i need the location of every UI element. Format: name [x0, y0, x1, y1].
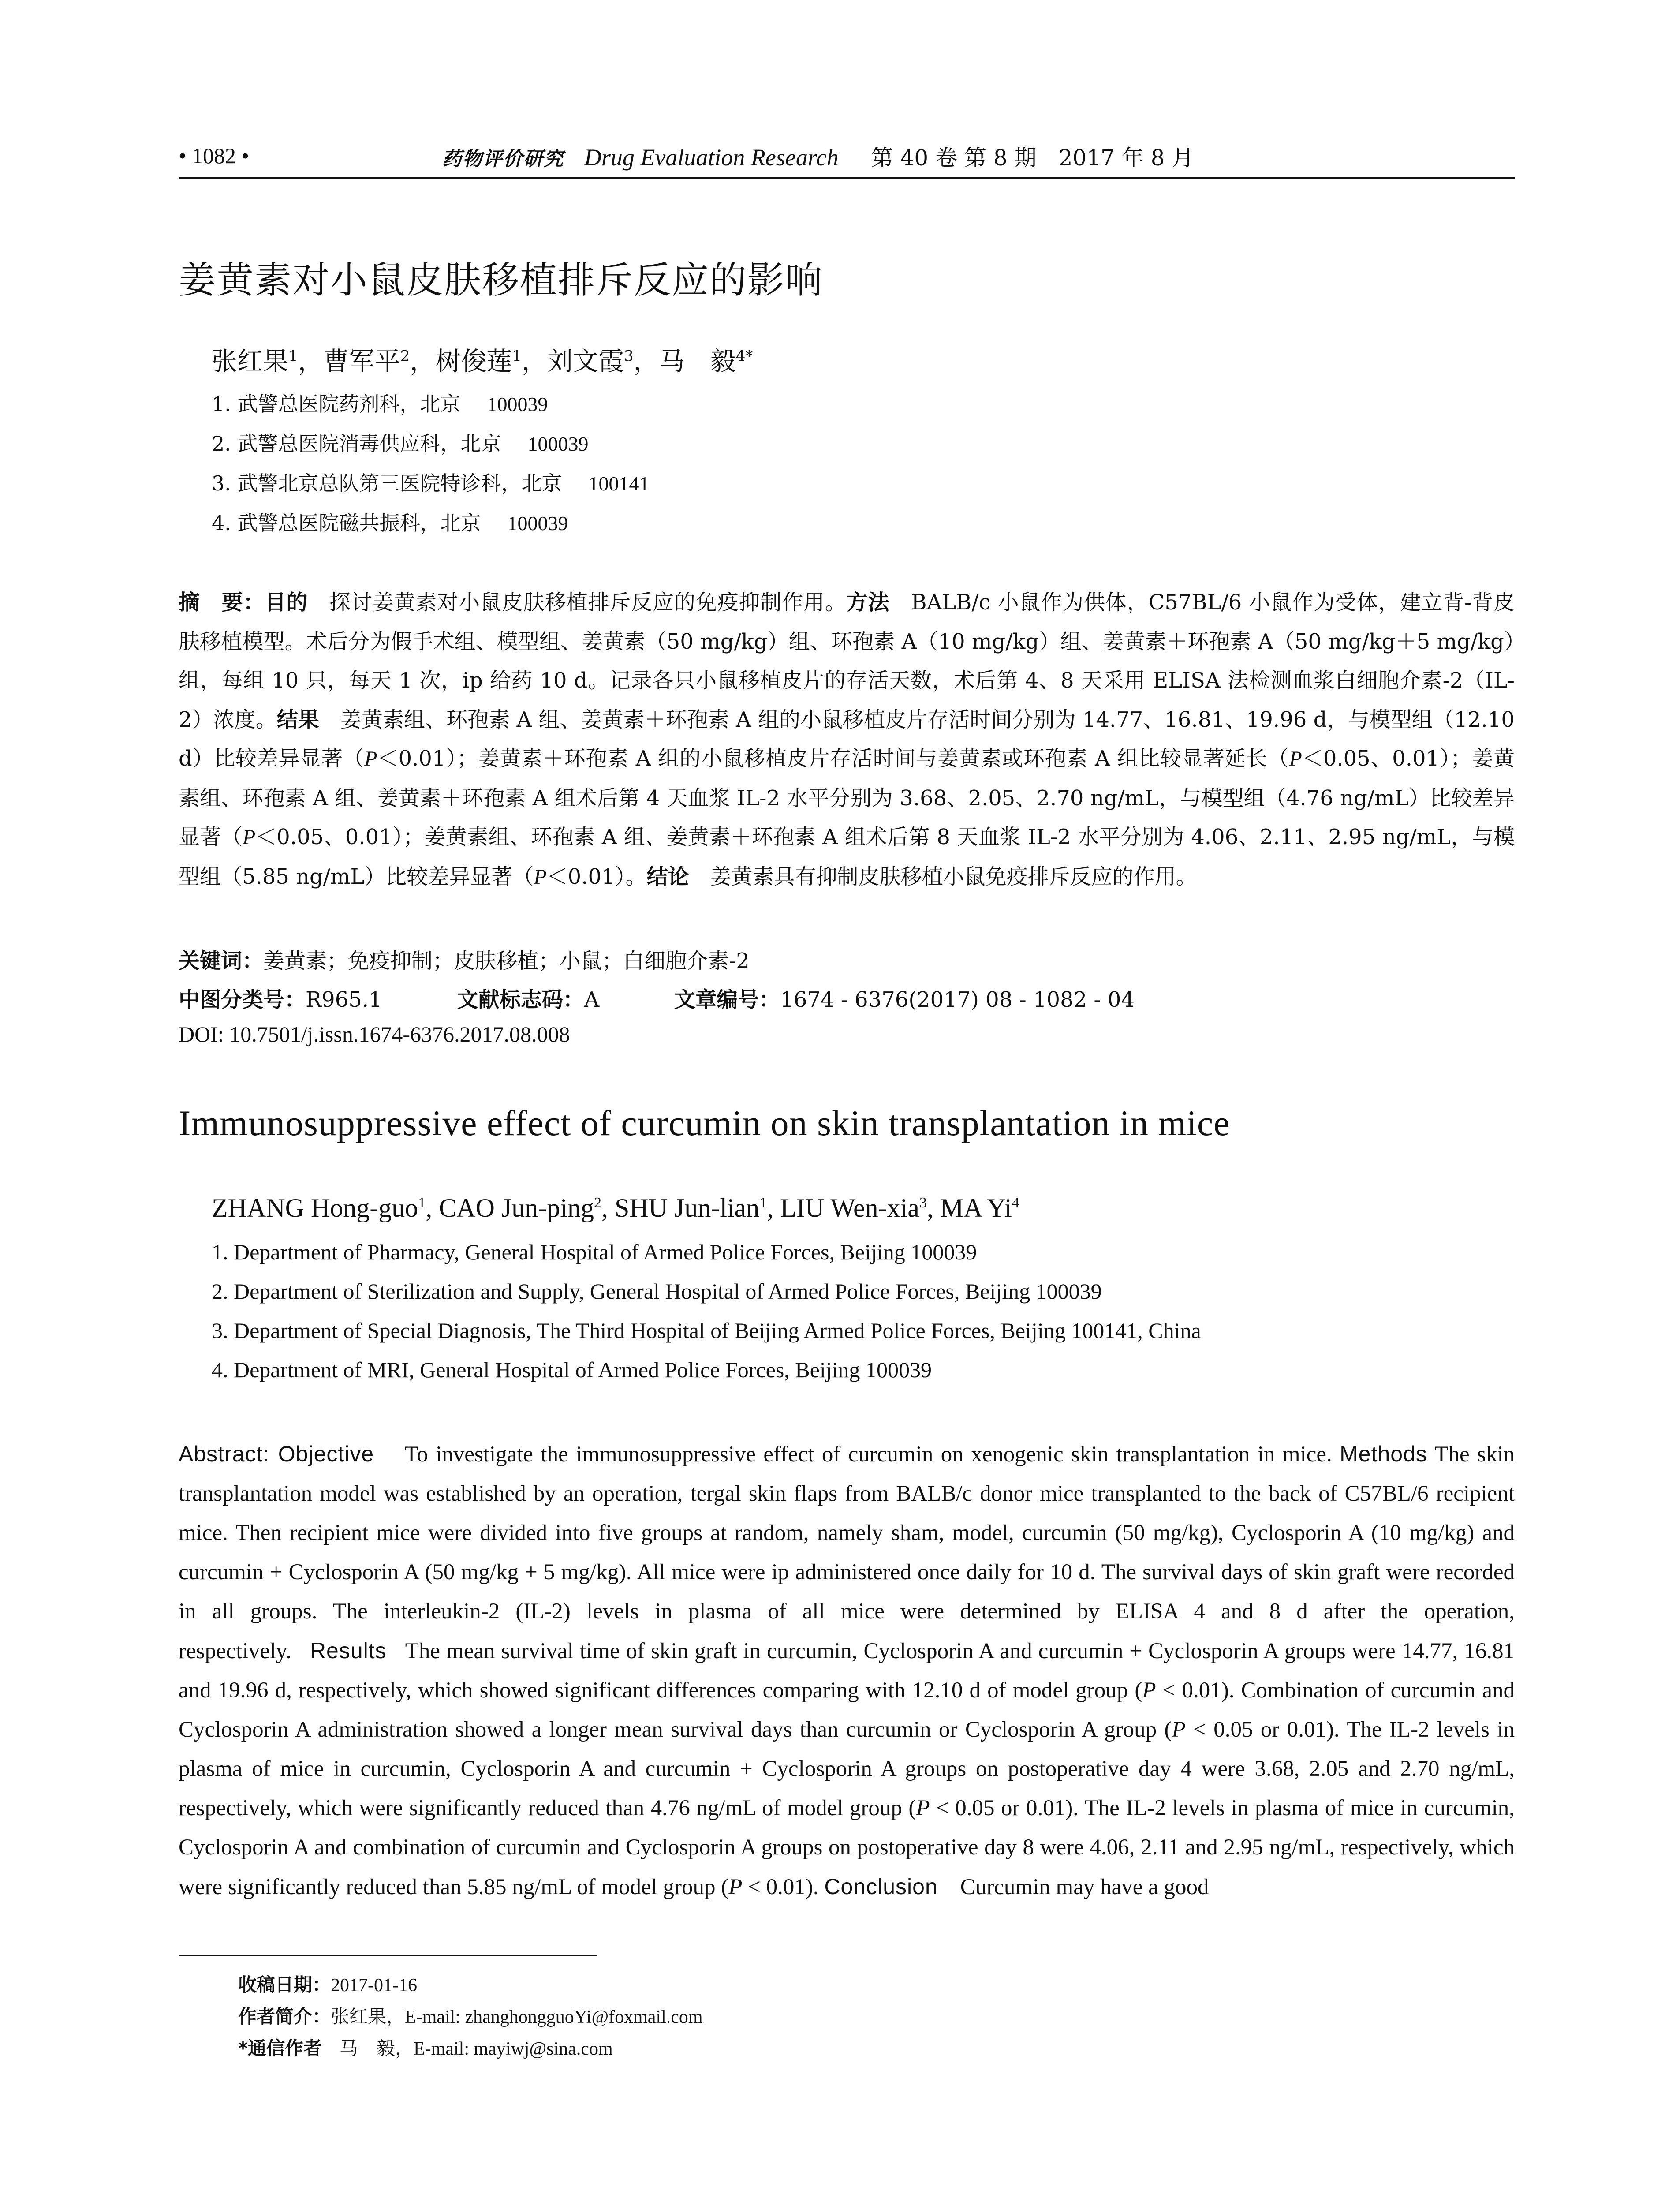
en-affiliation: 3. Department of Special Diagnosis, The Third Hospital of Beijing Armed Police Forces, Beijing 100141, China [212, 1318, 1201, 1343]
doc-code-value: A [584, 987, 600, 1012]
results-text: < 0.01). [742, 1875, 819, 1899]
en-affiliation: 1. Department of Pharmacy, General Hospital of Armed Police Forces, Beijing 100039 [212, 1240, 977, 1264]
p-symbol: P [1142, 1678, 1156, 1703]
journal-issue: 第 40 卷 第 8 期 2017 年 8 月 [871, 145, 1194, 171]
conclusion-label: 结论 [646, 864, 689, 889]
cn-abstract [179, 583, 1515, 897]
conclusion-label: Conclusion [824, 1874, 938, 1899]
methods-text: The skin transplantation model was established by an operation, tergal skin flaps from BALB/c donor mice transplanted to the back of C57BL/6 recipient mice. Then recipient mice were divided into five groups at random, namely sham, model, curcumin (50 mg/kg), Cyclosporin A (10 mg/kg) and curcumin + Cyclosporin A (50 mg/kg + 5 mg/kg). All mice were ip administered once daily for 10 d. The survival days of skin graft were recorded in all groups. The interleukin-2 (IL-2) levels in plasma of all mice were determined by ELISA 4 and 8 d after the operation, respectively. [179, 1442, 1515, 1663]
author-name: LIU Wen-xia [780, 1193, 919, 1222]
en-affiliation: 2. Department of Sterilization and Supply, General Hospital of Armed Police Forces, Beijing 100039 [212, 1279, 1102, 1304]
author-sup: 3 [919, 1195, 927, 1211]
aff-zip: 100039 [507, 512, 568, 534]
results-text: < 0.05 or 0.01). The IL-2 levels in plasma of mice in curcumin, Cyclosporin A and combination of curcumin and Cyclosporin A groups on postoperative day 8 were 4.06, 2.11 and 2.95 ng/mL, respectively, which were significantly reduced than 5.85 ng/mL of model group ( [179, 1796, 1515, 1899]
results-text: < 0.05 or 0.01). The IL-2 levels in plasma of mice in curcumin, Cyclosporin A and curcumin + Cyclosporin A groups on postoperative day 4 were 3.68, 2.05 and 2.70 ng/mL, respectively, which were significantly reduced than 4.76 ng/mL of model group ( [179, 1717, 1515, 1820]
objective-label: 目的 [265, 590, 308, 615]
running-header [179, 140, 1515, 176]
aff-text: 3. 武警北京总队第三医院特诊科，北京 [212, 471, 562, 495]
results-text: The mean survival time of skin graft in curcumin, Cyclosporin A and curcumin + Cyclosporin A groups were 14.77, 16.81 and 19.96 d, respectively, which showed significant differences comparing with 12.10 d of model group ( [179, 1639, 1515, 1703]
results-text: 姜黄素组、环孢素 A 组、姜黄素＋环孢素 A 组的小鼠移植皮片存活时间分别为 14.77、16.81、19.96 d，与模型组（12.10 d）比较差异显著（ [179, 707, 1515, 771]
results-label: 结果 [276, 707, 319, 732]
author-name: 曹军平 [323, 346, 400, 376]
results-text: ＜0.05、0.01）；姜黄素组、环孢素 A 组、姜黄素＋环孢素 A 组术后第 4 天血浆 IL-2 水平分别为 3.68、2.05、2.70 ng/mL，与模型组（4.76 ng/mL）比较差异显著（ [179, 746, 1515, 849]
cn-authors: 张红果$^1$，曹军平$^2$，树俊莲$^1$，刘文霞$^3$，马 毅$^{4*}$ [212, 346, 753, 376]
author-sup: 1 [759, 1195, 767, 1211]
abstract-objective-label: Abstract: Objective [179, 1442, 374, 1466]
conclusion-text: 姜黄素具有抑制皮肤移植小鼠免疫排斥反应的作用。 [710, 864, 1197, 889]
corresponding-label: *通信作者 [238, 2037, 322, 2059]
author-sup: 2 [594, 1195, 601, 1211]
aff-text: 4. 武警总医院磁共振科，北京 [212, 511, 481, 535]
cn-affiliation [212, 428, 589, 457]
p-symbol: P [916, 1796, 930, 1820]
p-symbol: P [364, 747, 377, 770]
received-label: 收稿日期： [238, 1974, 331, 1996]
cn-affiliation [212, 467, 650, 497]
results-text: ＜0.01）；姜黄素＋环孢素 A 组的小鼠移植皮片存活时间与姜黄素或环孢素 A 组比较显著延长（ [377, 746, 1289, 771]
objective-text: To investigate the immunosuppressive effect of curcumin on xenogenic skin transplantation in mice. [404, 1442, 1332, 1467]
results-text: ＜0.05、0.01）；姜黄素组、环孢素 A 组、姜黄素＋环孢素 A 组术后第 8 天血浆 IL-2 水平分别为 4.06、2.11、2.95 ng/mL，与模型组（5.85 ng/mL）比较差异显著（ [179, 825, 1515, 889]
journal-logo: 药物评价研究 [442, 148, 564, 170]
aff-text: 1. 武警总医院药剂科，北京 [212, 392, 461, 416]
aff-zip: 100039 [487, 393, 548, 415]
footnote-author [238, 2002, 703, 2029]
results-label: Results [310, 1638, 387, 1663]
keywords-line [179, 944, 750, 974]
classification-line [179, 983, 1135, 1013]
author-name: SHU Jun-lian [614, 1193, 760, 1222]
methods-label: 方法 [846, 590, 890, 615]
received-date: 2017-01-16 [331, 1975, 417, 1996]
cn-affiliation [212, 507, 568, 536]
footnote-received [238, 1970, 417, 1997]
objective-text: 探讨姜黄素对小鼠皮肤移植排斥反应的免疫抑制作用。 [329, 590, 847, 615]
author-name: 张红果 [212, 346, 289, 376]
author-sup: 2 [400, 347, 410, 365]
article-no-value: 1674 - 6376(2017) 08 - 1082 - 04 [780, 987, 1135, 1012]
methods-label: Methods [1340, 1442, 1427, 1466]
author-sup: 4 [1012, 1195, 1019, 1211]
en-abstract [179, 1435, 1515, 1907]
aff-zip: 100039 [527, 433, 589, 455]
p-symbol: P [242, 826, 256, 849]
journal-name-en: Drug Evaluation Research [584, 144, 839, 171]
abstract-label: 摘 要： [179, 590, 265, 615]
author-name: MA Yi [940, 1193, 1012, 1222]
author-name: ZHANG Hong-guo [212, 1193, 418, 1222]
author-name: 树俊莲 [435, 346, 512, 376]
conclusion-text: Curcumin may have a good [960, 1875, 1209, 1899]
author-bio: 张红果，E-mail: zhanghongguoYi@foxmail.com [331, 2007, 703, 2027]
p-symbol: P [1289, 747, 1302, 770]
author-sup: 4* [735, 347, 753, 365]
clc-label: 中图分类号： [179, 987, 306, 1012]
author-name: 刘文霞 [547, 346, 624, 376]
footnote-corresponding [238, 2034, 613, 2060]
doc-code-label: 文献标志码： [457, 987, 584, 1012]
keywords: 姜黄素；免疫抑制；皮肤移植；小鼠；白细胞介素-2 [263, 949, 750, 973]
author-sup: 1 [288, 347, 298, 365]
results-text: ＜0.01）。 [546, 864, 647, 889]
article-no-label: 文章编号： [674, 987, 780, 1012]
author-name: CAO Jun-ping [439, 1193, 594, 1222]
en-title: Immunosuppressive effect of curcumin on skin transplantation in mice [179, 1103, 1230, 1143]
corresponding-author: 马 毅，E-mail: mayiwj@sina.com [340, 2039, 613, 2059]
author-sup: 1 [512, 347, 522, 365]
en-authors: ZHANG Hong-guo$^1$, CAO Jun-ping$^2$, SHU Jun-lian$^1$, LIU Wen-xia$^3$, MA Yi$^4$ [212, 1193, 1019, 1222]
p-symbol: P [728, 1875, 743, 1899]
doi[interactable]: DOI: 10.7501/j.issn.1674-6376.2017.08.008 [179, 1022, 570, 1046]
en-affiliation: 4. Department of MRI, General Hospital of Armed Police Forces, Beijing 100039 [212, 1357, 932, 1382]
p-symbol: P [1172, 1717, 1186, 1742]
author-sup: 3 [624, 347, 634, 365]
author-sup: 1 [418, 1195, 426, 1211]
author-name: 马 毅 [659, 346, 736, 376]
aff-text: 2. 武警总医院消毒供应科，北京 [212, 432, 501, 456]
p-symbol: P [534, 865, 547, 889]
aff-zip: 100141 [588, 472, 650, 495]
results-text: < 0.01). Combination of curcumin and Cyclosporin A administration showed a longer mean survival days than curcumin or Cyclosporin A group ( [179, 1678, 1515, 1742]
cn-title: 姜黄素对小鼠皮肤移植排斥反应的影响 [179, 258, 824, 302]
author-bio-label: 作者简介： [238, 2006, 331, 2027]
methods-text: BALB/c 小鼠作为供体，C57BL/6 小鼠作为受体，建立背-背皮肤移植模型。术后分为假手术组、模型组、姜黄素（50 mg/kg）组、环孢素 A（10 mg/kg）组、姜黄素＋环孢素 A（50 mg/kg＋5 mg/kg）组，每组 10 只，每天 1 次，ip 给药 10 d。记录各只小鼠移植皮片的存活天数，术后第 4、8 天采用 ELISA 法检测血浆白细胞介素-2（IL-2）浓度。 [179, 590, 1515, 732]
cn-affiliation [212, 388, 548, 417]
page-number: • 1082 • [179, 143, 250, 168]
clc-value: R965.1 [306, 987, 382, 1012]
footnote-rule [179, 1955, 597, 1956]
journal-header [442, 140, 1194, 172]
keywords-label: 关键词： [179, 949, 264, 973]
header-rule [179, 177, 1515, 179]
